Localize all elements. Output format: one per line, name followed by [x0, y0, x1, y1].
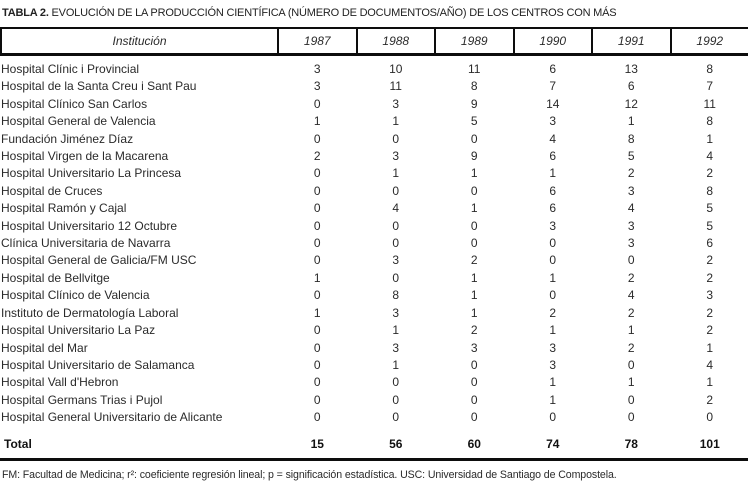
- value-cell: 2: [627, 340, 635, 355]
- table-row: [1, 165, 748, 182]
- value-cell: 5: [706, 218, 714, 233]
- value-cell: 1: [392, 114, 400, 129]
- value-cell: 7: [706, 79, 714, 94]
- institution-cell: Hospital Universitario 12 Octubre: [1, 218, 178, 233]
- value-cell: 13: [624, 62, 638, 76]
- value-cell: 0: [549, 253, 557, 268]
- total-value-1989: 60: [467, 436, 481, 451]
- total-value-1988: 56: [389, 436, 403, 451]
- value-cell: 0: [470, 410, 478, 425]
- table-row: [1, 131, 748, 148]
- table-row: [1, 148, 748, 165]
- institution-cell: Hospital General Universitario de Alicante: [1, 410, 223, 425]
- value-cell: 0: [392, 392, 400, 407]
- value-cell: 3: [549, 357, 557, 372]
- value-cell: 8: [392, 288, 400, 303]
- value-cell: 3: [627, 218, 635, 233]
- table-row: [1, 287, 748, 304]
- institution-cell: Instituto de Dermatología Laboral: [1, 305, 179, 320]
- value-cell: 1: [706, 131, 714, 146]
- value-cell: 0: [706, 410, 714, 425]
- value-cell: 5: [470, 114, 478, 129]
- value-cell: 8: [706, 62, 714, 76]
- value-cell: 0: [549, 236, 557, 251]
- table-row: [1, 340, 748, 357]
- value-cell: 12: [624, 96, 638, 111]
- value-cell: 3: [392, 96, 400, 111]
- value-cell: 1: [313, 114, 321, 129]
- table-row: [1, 357, 748, 374]
- value-cell: 3: [549, 340, 557, 355]
- value-cell: 7: [549, 79, 557, 94]
- value-cell: 2: [470, 253, 478, 268]
- value-cell: 4: [627, 201, 635, 216]
- table-row: [1, 409, 748, 426]
- total-value-1990: 74: [546, 436, 560, 451]
- value-cell: 6: [549, 149, 557, 164]
- institution-cell: Hospital Virgen de la Macarena: [1, 149, 169, 164]
- total-label: Total: [4, 436, 32, 451]
- table-row: [1, 55, 748, 79]
- value-cell: 2: [627, 270, 635, 285]
- value-cell: 0: [392, 236, 400, 251]
- value-cell: 4: [392, 201, 400, 216]
- value-cell: 1: [627, 323, 635, 338]
- value-cell: 1: [470, 305, 478, 320]
- value-cell: 6: [627, 79, 635, 94]
- institution-cell: Hospital Ramón y Cajal: [1, 201, 127, 216]
- header-row: [1, 28, 748, 55]
- column-header-1992: 1992: [671, 28, 748, 55]
- institution-cell: Hospital Clínico San Carlos: [1, 96, 148, 111]
- total-row: [1, 427, 748, 453]
- value-cell: 6: [549, 183, 557, 198]
- value-cell: 0: [313, 183, 321, 198]
- value-cell: 1: [392, 357, 400, 372]
- value-cell: 0: [549, 288, 557, 303]
- value-cell: 0: [313, 323, 321, 338]
- value-cell: 1: [549, 166, 557, 181]
- value-cell: 1: [392, 323, 400, 338]
- institution-cell: Hospital General de Galicia/FM USC: [1, 253, 197, 268]
- value-cell: 0: [313, 340, 321, 355]
- value-cell: 3: [627, 236, 635, 251]
- table-row: [1, 322, 748, 339]
- institution-cell: Hospital Universitario La Paz: [1, 323, 156, 338]
- column-header-1987: 1987: [278, 28, 357, 55]
- institution-cell: Hospital General de Valencia: [1, 114, 156, 129]
- value-cell: 1: [706, 375, 714, 390]
- value-cell: 2: [706, 270, 714, 285]
- value-cell: 1: [470, 270, 478, 285]
- value-cell: 11: [703, 96, 716, 111]
- value-cell: 0: [392, 218, 400, 233]
- institution-cell: Hospital del Mar: [1, 340, 88, 355]
- institution-cell: Hospital Vall d'Hebron: [1, 375, 119, 390]
- value-cell: 0: [627, 253, 635, 268]
- value-cell: 2: [706, 392, 714, 407]
- institution-cell: Hospital Universitario La Princesa: [1, 166, 182, 181]
- value-cell: 11: [468, 62, 481, 76]
- value-cell: 0: [313, 253, 321, 268]
- value-cell: 4: [627, 288, 635, 303]
- value-cell: 6: [549, 201, 557, 216]
- value-cell: 0: [392, 131, 400, 146]
- value-cell: 3: [392, 305, 400, 320]
- value-cell: 0: [627, 410, 635, 425]
- value-cell: 5: [627, 149, 635, 164]
- value-cell: 11: [389, 79, 402, 94]
- table-row: [1, 270, 748, 287]
- column-header-1991: 1991: [592, 28, 671, 55]
- value-cell: 0: [392, 183, 400, 198]
- value-cell: 5: [706, 201, 714, 216]
- value-cell: 0: [470, 183, 478, 198]
- value-cell: 0: [313, 357, 321, 372]
- value-cell: 1: [313, 270, 321, 285]
- institution-cell: Hospital Clínic i Provincial: [1, 62, 140, 76]
- value-cell: 3: [313, 62, 321, 76]
- value-cell: 0: [313, 375, 321, 390]
- value-cell: 2: [549, 305, 557, 320]
- value-cell: 0: [313, 218, 321, 233]
- value-cell: 0: [470, 218, 478, 233]
- value-cell: 1: [706, 340, 714, 355]
- value-cell: 8: [627, 131, 635, 146]
- table-row: [1, 78, 748, 95]
- data-table: [0, 27, 748, 453]
- value-cell: 0: [392, 270, 400, 285]
- value-cell: 1: [470, 166, 478, 181]
- value-cell: 0: [470, 131, 478, 146]
- value-cell: 3: [313, 79, 321, 94]
- value-cell: 3: [392, 253, 400, 268]
- table-footnote: FM: Facultad de Medicina; r²: coeficiente regresión lineal; p = significación estadística. USC: Universidad de Santiago de Compostela.: [2, 468, 617, 481]
- institution-cell: Hospital Germans Trias i Pujol: [1, 392, 163, 407]
- bottom-rule: [0, 458, 748, 461]
- value-cell: 2: [627, 166, 635, 181]
- value-cell: 0: [470, 375, 478, 390]
- value-cell: 0: [392, 410, 400, 425]
- institution-cell: Fundación Jiménez Díaz: [1, 131, 134, 146]
- value-cell: 0: [627, 392, 635, 407]
- table-row: [1, 200, 748, 217]
- value-cell: 1: [470, 288, 478, 303]
- value-cell: 2: [706, 166, 714, 181]
- total-value-1991: 78: [624, 436, 638, 451]
- value-cell: 1: [627, 114, 635, 129]
- value-cell: 2: [470, 323, 478, 338]
- column-header-1990: 1990: [514, 28, 593, 55]
- table-title: [0, 7, 748, 19]
- value-cell: 0: [313, 288, 321, 303]
- value-cell: 4: [706, 149, 714, 164]
- table-row: [1, 96, 748, 113]
- table-row: [1, 305, 748, 322]
- table-title-text: EVOLUCIÓN DE LA PRODUCCIÓN CIENTÍFICA (NÚMERO DE DOCUMENTOS/AÑO) DE LOS CENTROS CON MÁS: [51, 7, 617, 19]
- value-cell: 6: [549, 62, 557, 76]
- value-cell: 2: [706, 323, 714, 338]
- value-cell: 6: [706, 236, 714, 251]
- value-cell: 3: [549, 114, 557, 129]
- value-cell: 0: [313, 131, 321, 146]
- value-cell: 3: [549, 218, 557, 233]
- value-cell: 3: [392, 149, 400, 164]
- institution-cell: Hospital Clínico de Valencia: [1, 288, 150, 303]
- value-cell: 0: [627, 357, 635, 372]
- institution-cell: Hospital de Bellvitge: [1, 270, 110, 285]
- value-cell: 1: [549, 323, 557, 338]
- value-cell: 0: [313, 410, 321, 425]
- value-cell: 0: [470, 236, 478, 251]
- table-row: [1, 392, 748, 409]
- table-row: [1, 218, 748, 235]
- value-cell: 4: [549, 131, 557, 146]
- value-cell: 1: [549, 375, 557, 390]
- total-value-1987: 15: [310, 436, 324, 451]
- table-row: [1, 374, 748, 391]
- value-cell: 0: [313, 392, 321, 407]
- value-cell: 3: [627, 183, 635, 198]
- value-cell: 2: [706, 305, 714, 320]
- value-cell: 1: [549, 270, 557, 285]
- value-cell: 9: [470, 96, 478, 111]
- value-cell: 8: [706, 183, 714, 198]
- value-cell: 1: [549, 392, 557, 407]
- value-cell: 0: [313, 236, 321, 251]
- table-number-label: TABLA 2.: [2, 7, 49, 19]
- value-cell: 1: [470, 201, 478, 216]
- value-cell: 1: [627, 375, 635, 390]
- institution-cell: Clínica Universitaria de Navarra: [1, 236, 171, 251]
- value-cell: 1: [392, 166, 400, 181]
- value-cell: 0: [313, 166, 321, 181]
- value-cell: 10: [389, 62, 403, 76]
- table-row: [1, 183, 748, 200]
- institution-cell: Hospital de Cruces: [1, 183, 103, 198]
- value-cell: 0: [313, 96, 321, 111]
- value-cell: 0: [470, 392, 478, 407]
- column-header-1989: 1989: [435, 28, 514, 55]
- table-row: [1, 235, 748, 252]
- value-cell: 0: [392, 375, 400, 390]
- value-cell: 0: [549, 410, 557, 425]
- value-cell: 3: [392, 340, 400, 355]
- column-header-1988: 1988: [357, 28, 436, 55]
- column-header-institucion: Institución: [1, 28, 278, 55]
- value-cell: 8: [470, 79, 478, 94]
- institution-cell: Hospital Universitario de Salamanca: [1, 357, 195, 372]
- value-cell: 0: [313, 201, 321, 216]
- table-row: [1, 113, 748, 130]
- value-cell: 4: [706, 357, 714, 372]
- value-cell: 2: [627, 305, 635, 320]
- value-cell: 3: [470, 340, 478, 355]
- value-cell: 3: [706, 288, 714, 303]
- institution-cell: Hospital de la Santa Creu i Sant Pau: [1, 79, 197, 94]
- value-cell: 1: [313, 305, 321, 320]
- table-row: [1, 252, 748, 269]
- total-value-1992: 101: [699, 436, 720, 451]
- value-cell: 0: [470, 357, 478, 372]
- value-cell: 2: [313, 149, 321, 164]
- value-cell: 2: [706, 253, 714, 268]
- value-cell: 8: [706, 114, 714, 129]
- value-cell: 14: [546, 96, 560, 111]
- value-cell: 9: [470, 149, 478, 164]
